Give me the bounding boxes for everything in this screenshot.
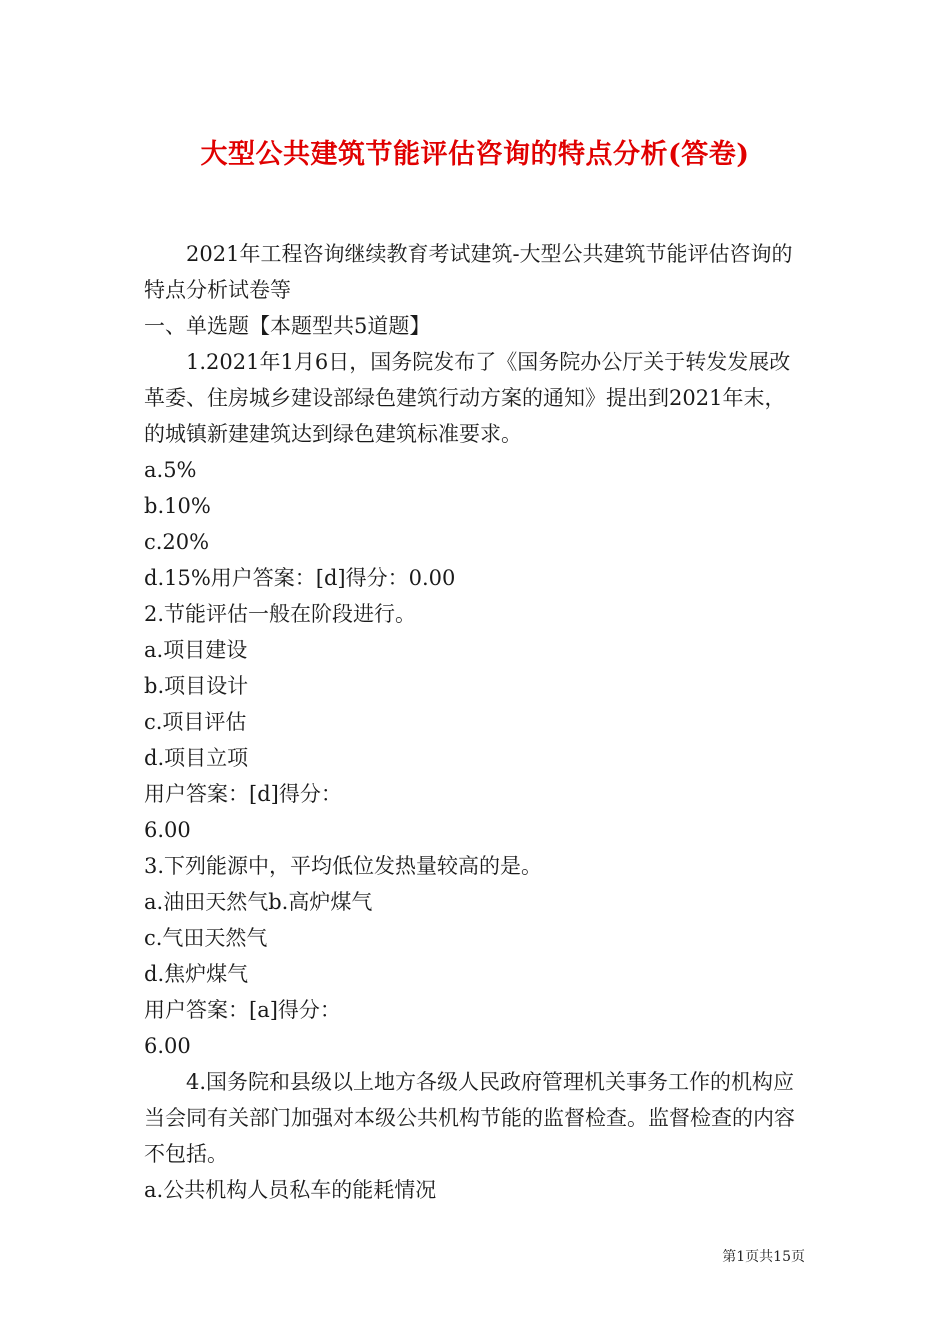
question-1-stem: 1.2021年1月6日，国务院发布了《国务院办公厅关于转发发展改革委、住房城乡建设部绿色建筑行动方案的通知》提出到2021年末，的城镇新建建筑达到绿色建筑标准要求。 bbox=[144, 350, 791, 446]
question-3-option-c: c.气田天然气 bbox=[144, 926, 268, 950]
question-3-score: 6.00 bbox=[144, 1034, 191, 1058]
question-2-score: 6.00 bbox=[144, 818, 191, 842]
question-3-option-d: d.焦炉煤气 bbox=[144, 962, 249, 986]
question-3-option-ab: a.油田天然气b.高炉煤气 bbox=[144, 890, 373, 914]
question-4-option-a: a.公共机构人员私车的能耗情况 bbox=[144, 1178, 437, 1202]
question-3-stem: 3.下列能源中，平均低位发热量较高的是。 bbox=[144, 854, 543, 878]
document-title: 大型公共建筑节能评估咨询的特点分析(答卷) bbox=[200, 139, 750, 170]
document-body bbox=[144, 236, 806, 1208]
page-number-footer: 第1页共15页 bbox=[722, 1249, 805, 1265]
question-1-option-d: d.15%用户答案：[d]得分：0.00 bbox=[144, 566, 456, 590]
question-1-option-c: c.20% bbox=[144, 530, 210, 554]
section-heading: 一、单选题【本题型共5道题】 bbox=[144, 314, 431, 338]
question-3-answer: 用户答案：[a]得分： bbox=[144, 998, 341, 1022]
question-2-option-d: d.项目立项 bbox=[144, 746, 249, 770]
question-2-stem: 2.节能评估一般在阶段进行。 bbox=[144, 602, 417, 626]
question-2-option-b: b.项目设计 bbox=[144, 674, 249, 698]
question-1-option-b: b.10% bbox=[144, 494, 211, 518]
question-4-stem: 4.国务院和县级以上地方各级人民政府管理机关事务工作的机构应当会同有关部门加强对本级公共机构节能的监督检查。监督检查的内容不包括。 bbox=[144, 1070, 795, 1166]
question-2-option-a: a.项目建设 bbox=[144, 638, 248, 662]
question-2-option-c: c.项目评估 bbox=[144, 710, 247, 734]
intro-paragraph: 2021年工程咨询继续教育考试建筑-大型公共建筑节能评估咨询的特点分析试卷等 bbox=[144, 242, 793, 302]
question-2-answer: 用户答案：[d]得分： bbox=[144, 782, 342, 806]
question-1-option-a: a.5% bbox=[144, 458, 197, 482]
